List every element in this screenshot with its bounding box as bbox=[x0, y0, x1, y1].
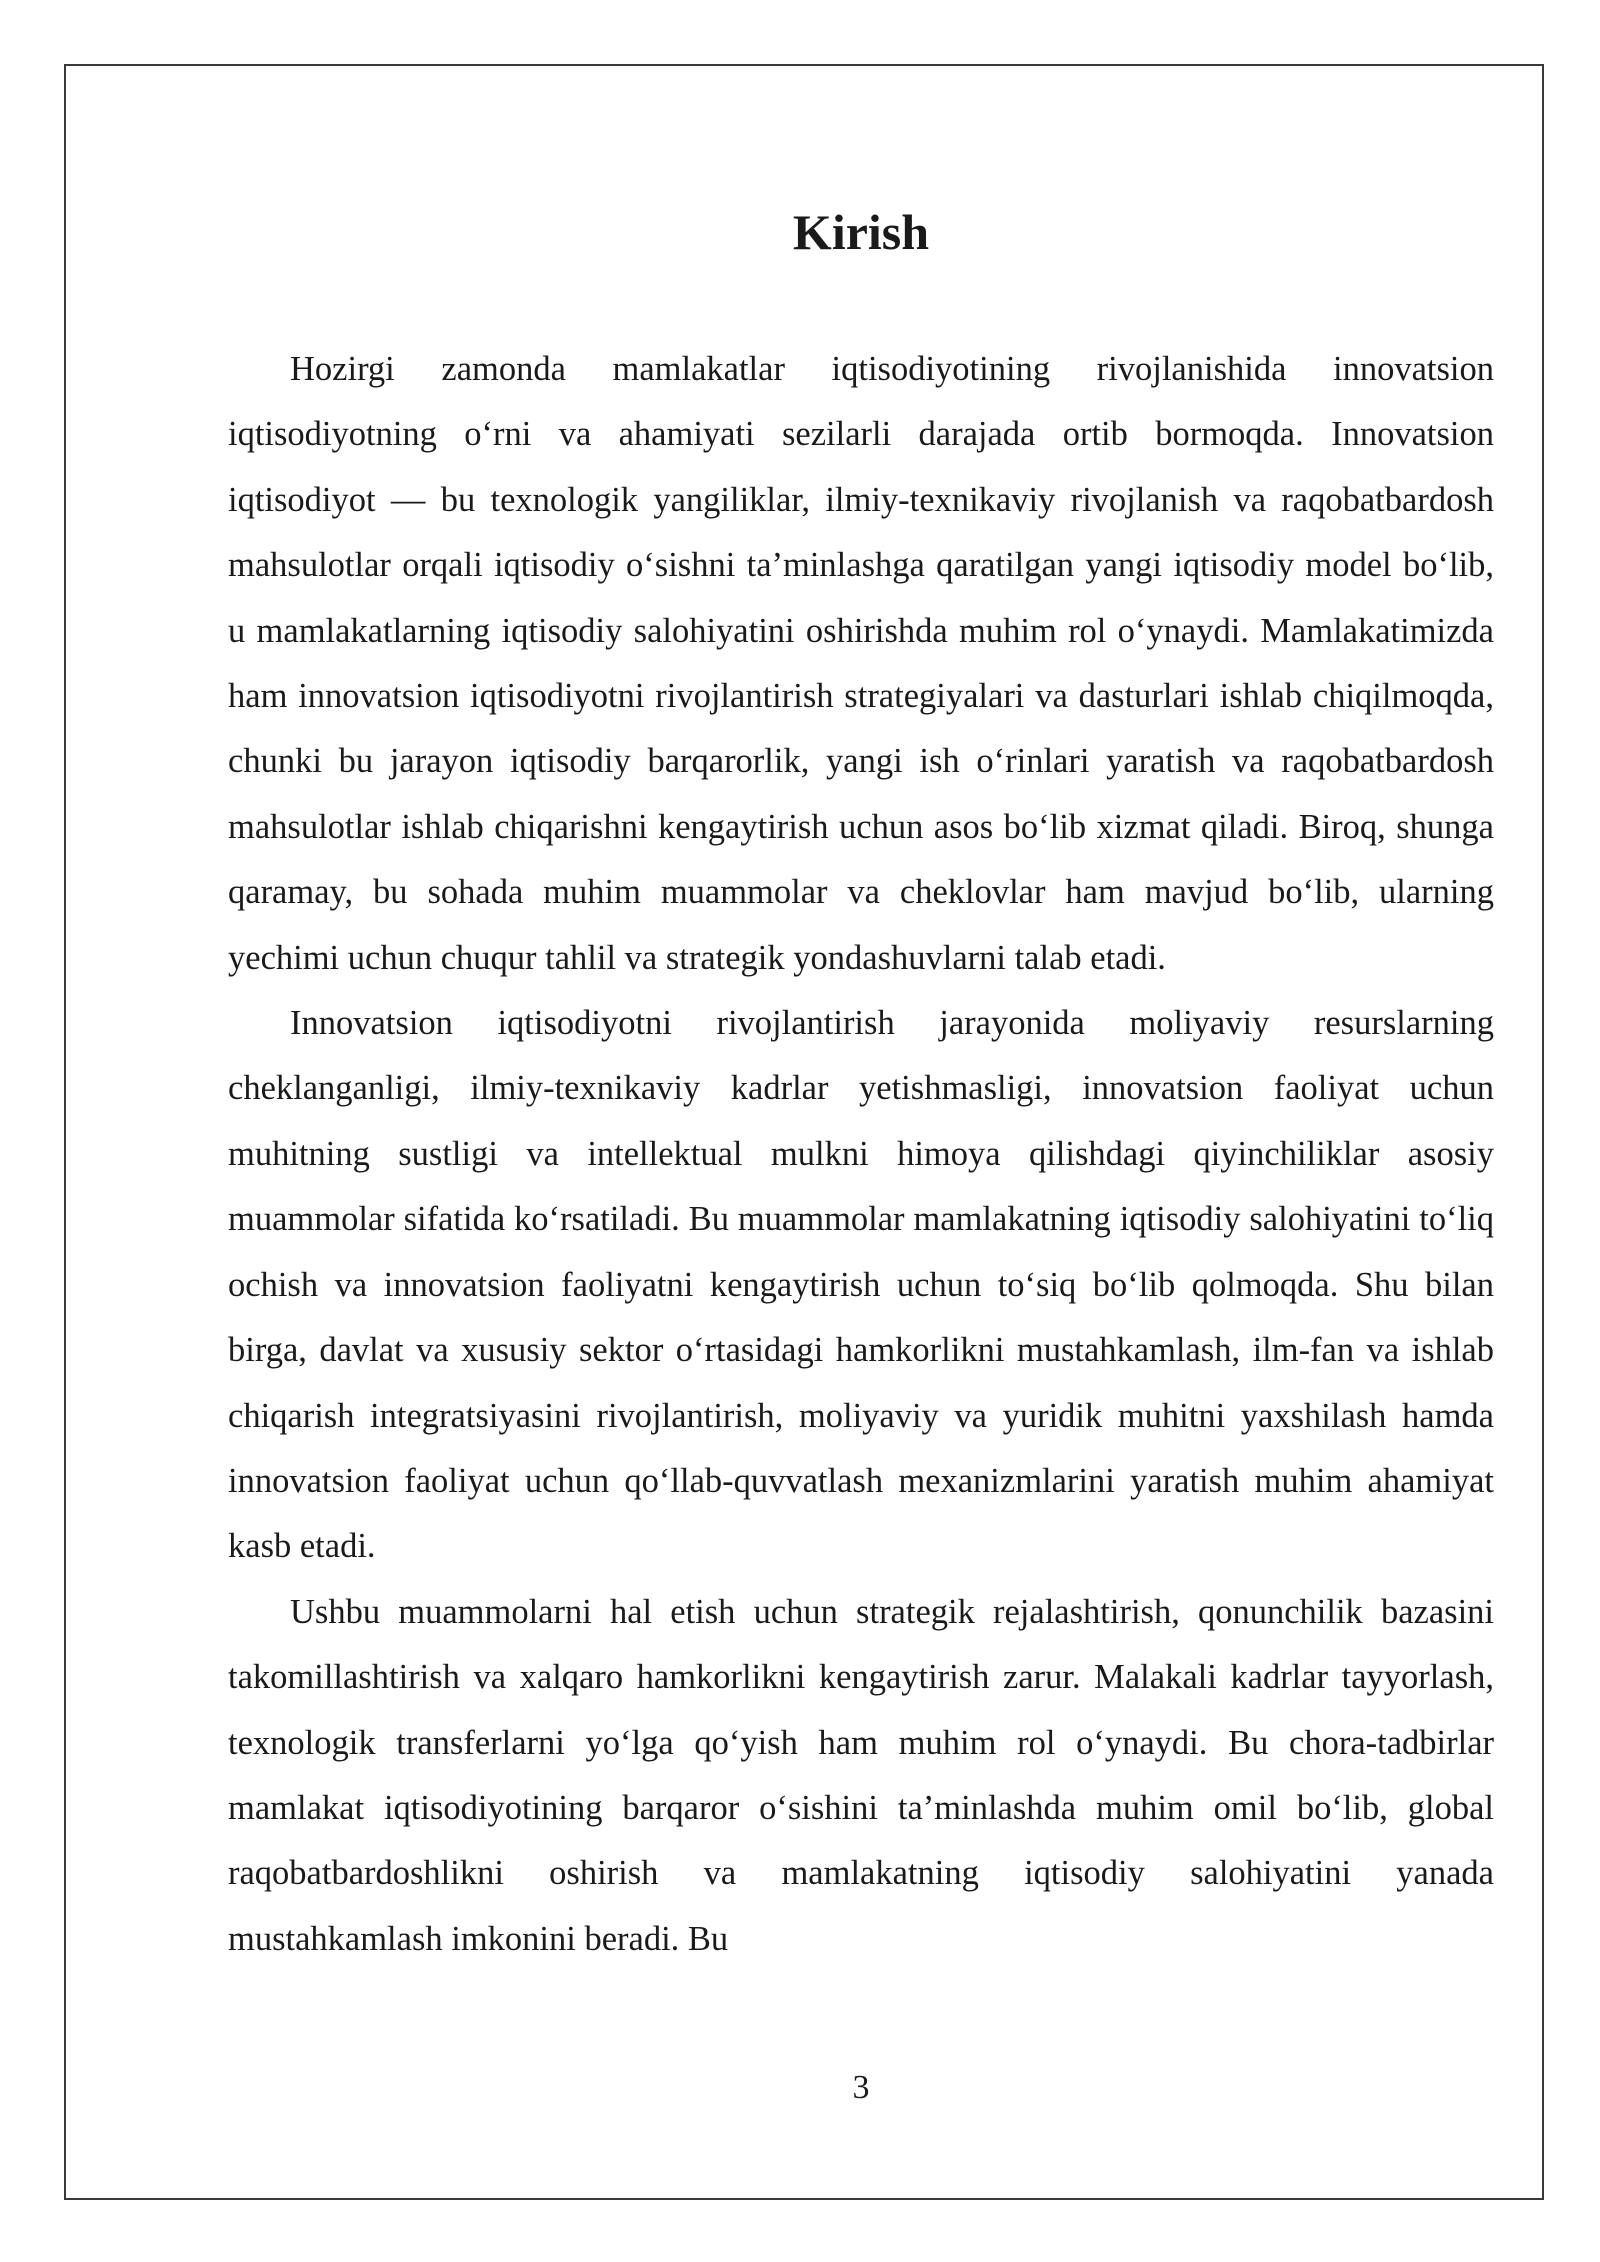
body-text bbox=[228, 337, 1494, 1972]
paragraph-1: Hozirgi zamonda mamlakatlar iqtisodiyotining rivojlanishida innovatsion iqtisodiyotning o‘rni va ahamiyati sezilarli darajada ortib bormoqda. Innovatsion iqtisodiyot — bu texnologik yangiliklar, ilmiy-texnikaviy rivojlanish va raqobatbardosh mahsulotlar orqali iqtisodiy o‘sishni ta’minlashga qaratilgan yangi iqtisodiy model bo‘lib, u mamlakatlarning iqtisodiy salohiyatini oshirishda muhim rol o‘ynaydi. Mamlakatimizda ham innovatsion iqtisodiyotni rivojlantirish strategiyalari va dasturlari ishlab chiqilmoqda, chunki bu jarayon iqtisodiy barqarorlik, yangi ish o‘rinlari yaratish va raqobatbardosh mahsulotlar ishlab chiqarishni kengaytirish uchun asos bo‘lib xizmat qiladi. Biroq, shunga qaramay, bu sohada muhim muammolar va cheklovlar ham mavjud bo‘lib, ularning yechimi uchun chuqur tahlil va strategik yondashuvlarni talab etadi. bbox=[228, 350, 1494, 977]
section-heading: Kirish bbox=[792, 204, 930, 260]
page-number: 3 bbox=[852, 2069, 870, 2106]
paragraph-3: Ushbu muammolarni hal etish uchun strategik rejalashtirish, qonunchilik bazasini takomillashtirish va xalqaro hamkorlikni kengaytirish zarur. Malakali kadrlar tayyorlash, texnologik transferlarni yo‘lga qo‘yish ham muhim rol o‘ynaydi. Bu chora-tadbirlar mamlakat iqtisodiyotining barqaror o‘sishini ta’minlashda muhim omil bo‘lib, global raqobatbardoshlikni oshirish va mamlakatning iqtisodiy salohiyatini yanada mustahkamlash imkonini beradi. Bu bbox=[228, 1592, 1494, 1958]
paragraph-2: Innovatsion iqtisodiyotni rivojlantirish jarayonida moliyaviy resurslarning cheklanganligi, ilmiy-texnikaviy kadrlar yetishmasligi, innovatsion faoliyat uchun muhitning sustligi va intellektual mulkni himoya qilishdagi qiyinchiliklar asosiy muammolar sifatida ko‘rsatiladi. Bu muammolar mamlakatning iqtisodiy salohiyatini to‘liq ochish va innovatsion faoliyatni kengaytirish uchun to‘siq bo‘lib qolmoqda. Shu bilan birga, davlat va xususiy sektor o‘rtasidagi hamkorlikni mustahkamlash, ilm-fan va ishlab chiqarish integratsiyasini rivojlantirish, moliyaviy va yuridik muhitni yaxshilash hamda innovatsion faoliyat uchun qo‘llab-quvvatlash mexanizmlarini yaratish muhim ahamiyat kasb etadi. bbox=[228, 1004, 1494, 1566]
